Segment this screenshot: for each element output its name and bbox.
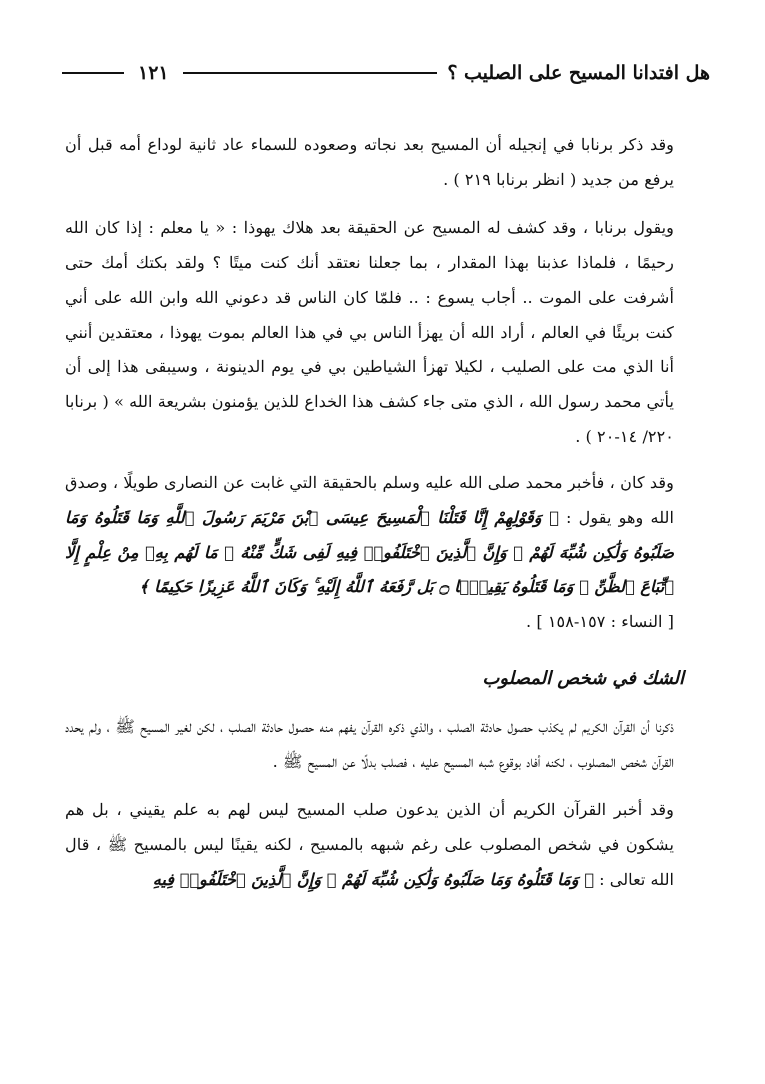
paragraph-4: ذكرنا أن القرآن الكريم لم يكذب حصول حادثة الصلب ، والذي ذكره القرآن يفهم منه حصول حادثة الصلب ، لكن لغير المسيح ﷺ ، ولم يحدد القرآن شخص المصلوب ، لكنه أفاد بوقوع شبه المسيح عليه ، فصلب بدلًا عن المسيح ﷺ . (65, 716, 674, 771)
paragraph-5-text: وقد أخبر القرآن الكريم أن الذين يدعون صلب المسيح ليس لهم به علم يقيني ، بل هم يشكون في شخص المصلوب على رغم شبهه بالمسيح ، لكنه يقينًا ليس بالمسيح ﷺ ، قال الله تعالى : (65, 800, 674, 889)
quran-verse-2: ﴿ وَمَا قَتَلُوهُ وَمَا صَلَبُوهُ وَلَٰكِن شُبِّهَ لَهُمْ ۚ وَإِنَّ ٱلَّذِينَ ٱخْتَلَفُوا۟ فِيهِ (152, 869, 594, 889)
quran-verse: ﴿ وَقَوْلِهِمْ إِنَّا قَتَلْنَا ٱلْمَسِيحَ عِيسَى ٱبْنَ مَرْيَمَ رَسُولَ ٱللَّهِ وَمَا قَتَلُوهُ وَمَا صَلَبُوهُ وَلَٰكِن شُبِّهَ لَهُمْ ۚ وَإِنَّ ٱلَّذِينَ ٱخْتَلَفُوا۟ فِيهِ لَفِى شَكٍّ مِّنْهُ ۚ مَا لَهُم بِهِۦ مِنْ عِلْمٍ إِلَّا ٱتِّبَاعَ ٱلظَّنِّ ۚ وَمَا قَتَلُوهُ يَقِينًۢا ۝ بَل رَّفَعَهُ ٱللَّهُ إِلَيْهِ ۚ وَكَانَ ٱللَّهُ عَزِيزًا حَكِيمًا ﴾ (65, 508, 674, 597)
paragraph-2: ويقول برنابا ، وقد كشف له المسيح عن الحقيقة بعد هلاك يهوذا : « يا معلم : إذا كان الله رحيمًا ، فلماذا عذبنا بهذا المقدار ، بما جعلنا نعتقد أنك كنت ميتًا ؟ ولقد بكتك أمك حتى أشرفت على الموت .. أجاب يسوع : .. فلمّا كان الناس قد دعوني الله وابن الله على أني كنت بريئًا في العالم ، أراد الله أن يهزأ الناس بي في هذا العالم بموت يهوذا ، معتقدين أنني أنا الذي مت على الصليب ، لكيلا تهزأ الشياطين بي في يوم الدينونة ، وسيبقى هذا إلى أن يأتي محمد رسول الله ، الذي متى جاء كشف هذا الخداع للذين يؤمنون بشريعة الله » ( برنابا ٢٢٠/ ١٤-٢٠ ) . (65, 218, 674, 446)
header-rule (183, 72, 438, 74)
paragraph-5 (65, 793, 702, 897)
header-rule-end (62, 72, 124, 74)
paragraph-1: وقد ذكر برنابا في إنجيله أن المسيح بعد نجاته وصعوده للسماء عاد ثانية لوداع أمه قبل أن يرفع من جديد ( انظر برنابا ٢١٩ ) . (65, 135, 674, 189)
paragraph-3 (65, 466, 702, 640)
section-heading: الشك في شخص المصلوب (482, 667, 684, 689)
page-number: ١٢١ (138, 62, 169, 84)
verse-reference: [ النساء : ١٥٧-١٥٨ ] . (526, 612, 674, 632)
running-header (62, 58, 710, 88)
paragraph-3-text: وقد كان ، فأخبر محمد صلى الله عليه وسلم بالحقيقة التي غابت عن النصارى طويلًا ، وصدق الله وهو يقول : (65, 473, 674, 528)
header-title: هل افتدانا المسيح على الصليب ؟ (447, 62, 710, 84)
page-body (65, 128, 702, 911)
